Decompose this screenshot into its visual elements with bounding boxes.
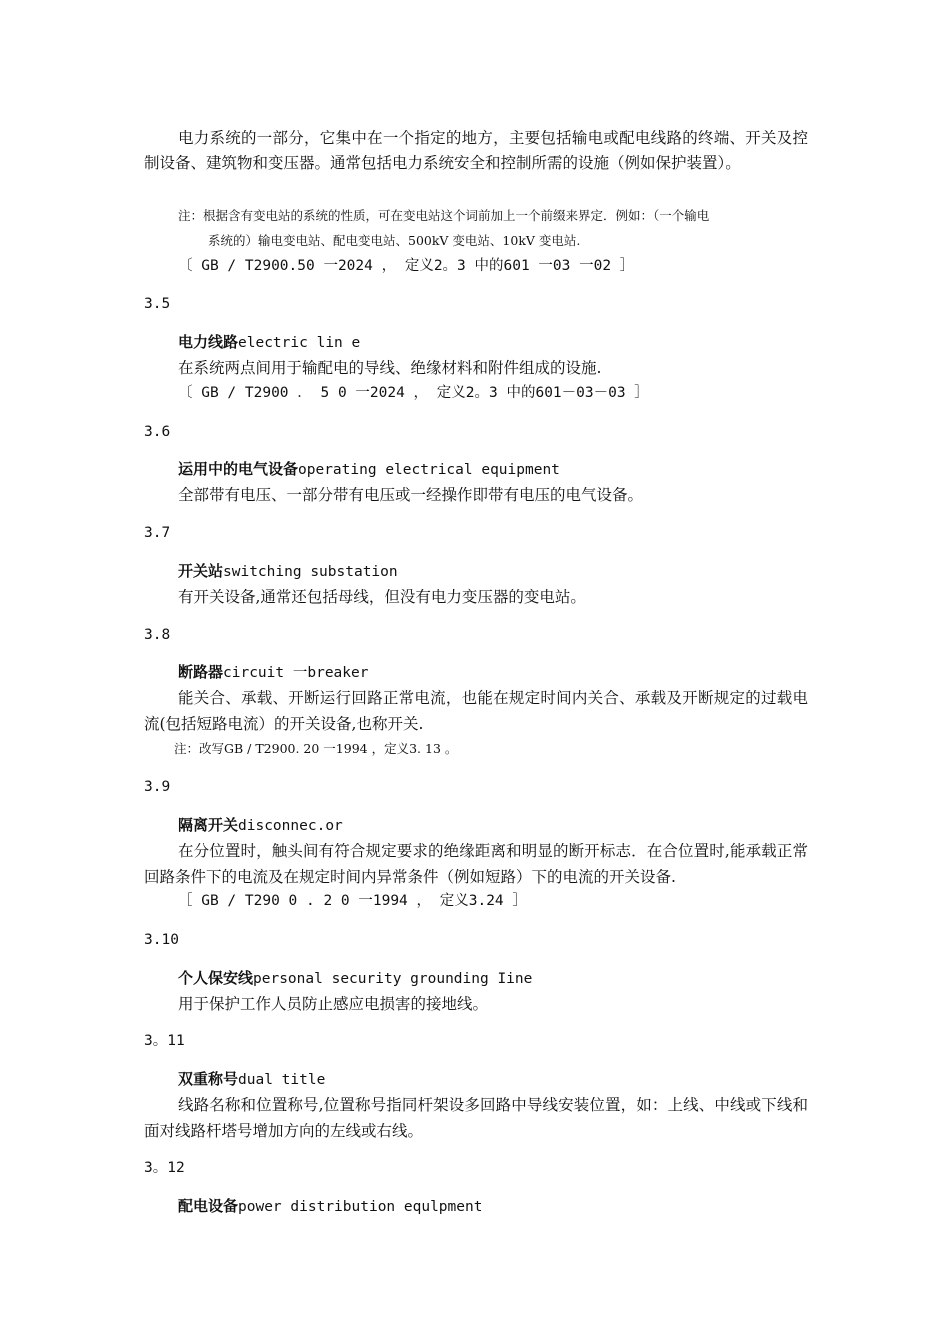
term-zh: 隔离开关 [178, 816, 239, 834]
term-en: power distribution equlpment [238, 1199, 483, 1215]
section-number-3-5: 3.5 [144, 296, 171, 312]
intro-note-line1: 注：根据含有变电站的系统的性质，可在变电站这个词前加上一个前缀来界定．例如：（一个输电 [178, 208, 710, 223]
definition-3-11: 线路名称和位置称号,位置称号指同杆架设多回路中导线安装位置，如：上线、中线或下线和面对线路杆塔号增加方向的左线或右线。 [144, 1096, 808, 1140]
term-en: switching substation [223, 564, 398, 580]
definition-3-8: 能关合、承载、开断运行回路正常电流，也能在规定时间内关合、承载及开断规定的过载电流(包括短路电流）的开关设备,也称开关. [144, 689, 808, 733]
term-3-7 [178, 559, 398, 585]
section-number-3-10: 3.10 [144, 932, 179, 948]
section-number-3-9: 3.9 [144, 779, 171, 795]
term-3-11 [178, 1067, 325, 1093]
term-zh: 开关站 [178, 562, 224, 580]
intro-note-line2: 系统的）输电变电站、配电变电站、500kV 变电站、10kV 变电站. [208, 233, 581, 248]
term-en: dual title [238, 1072, 326, 1088]
term-zh: 配电设备 [178, 1197, 239, 1215]
intro-paragraph: 电力系统的一部分，它集中在一个指定的地方，主要包括输电或配电线路的终端、开关及控制设备、建筑物和变压器。通常包括电力系统安全和控制所需的设施（例如保护装置）。 [144, 129, 808, 172]
term-en: disconnec.or [238, 818, 343, 834]
definition-3-5: 在系统两点间用于输配电的导线、绝缘材料和附件组成的设施. [178, 359, 602, 377]
term-3-5 [178, 330, 360, 356]
section-number-3-12: 3。12 [144, 1160, 185, 1176]
term-en: operating electrical equipment [298, 462, 560, 478]
term-3-12 [178, 1194, 482, 1220]
section-number-3-6: 3.6 [144, 424, 171, 440]
definition-3-7: 有开关设备,通常还包括母线，但没有电力变压器的变电站。 [178, 588, 586, 606]
section-number-3-11: 3。11 [144, 1033, 185, 1049]
term-zh: 个人保安线 [178, 969, 254, 987]
term-en: personal security grounding Iine [253, 971, 533, 987]
definition-3-9: 在分位置时，触头间有符合规定要求的绝缘距离和明显的断开标志．在合位置时,能承载正常回路条件下的电流及在规定时间内异常条件（例如短路）下的电流的开关设备. [144, 842, 808, 886]
term-en: circuit 一breaker [223, 665, 369, 681]
reference-3-9: ［ GB / T290 0 . 2 0 一1994 ， 定义3.24 ］ [178, 893, 527, 909]
note-3-8: 注：改写GB / T2900. 20 一1994 ，定义3. 13 。 [174, 741, 458, 756]
definition-3-6: 全部带有电压、一部分带有电压或一经操作即带有电压的电气设备。 [178, 486, 644, 504]
term-zh: 运用中的电气设备 [178, 460, 299, 478]
term-zh: 断路器 [178, 663, 224, 681]
term-3-9 [178, 813, 343, 839]
term-3-8 [178, 660, 368, 686]
section-number-3-7: 3.7 [144, 525, 171, 541]
section-number-3-8: 3.8 [144, 627, 171, 643]
term-zh: 电力线路 [178, 333, 239, 351]
intro-reference: 〔 GB / T2900.50 一2024 ， 定义2。3 中的601 一03 一02 ］ [178, 258, 635, 274]
term-zh: 双重称号 [178, 1070, 239, 1088]
term-3-6 [178, 457, 560, 483]
definition-3-10: 用于保护工作人员防止感应电损害的接地线。 [178, 995, 489, 1013]
term-en: electric lin e [238, 335, 361, 351]
reference-3-5: 〔 GB / T2900 ． 5 0 一2024 ， 定义2。3 中的601－03－03 ］ [178, 385, 649, 401]
term-3-10 [178, 966, 532, 992]
